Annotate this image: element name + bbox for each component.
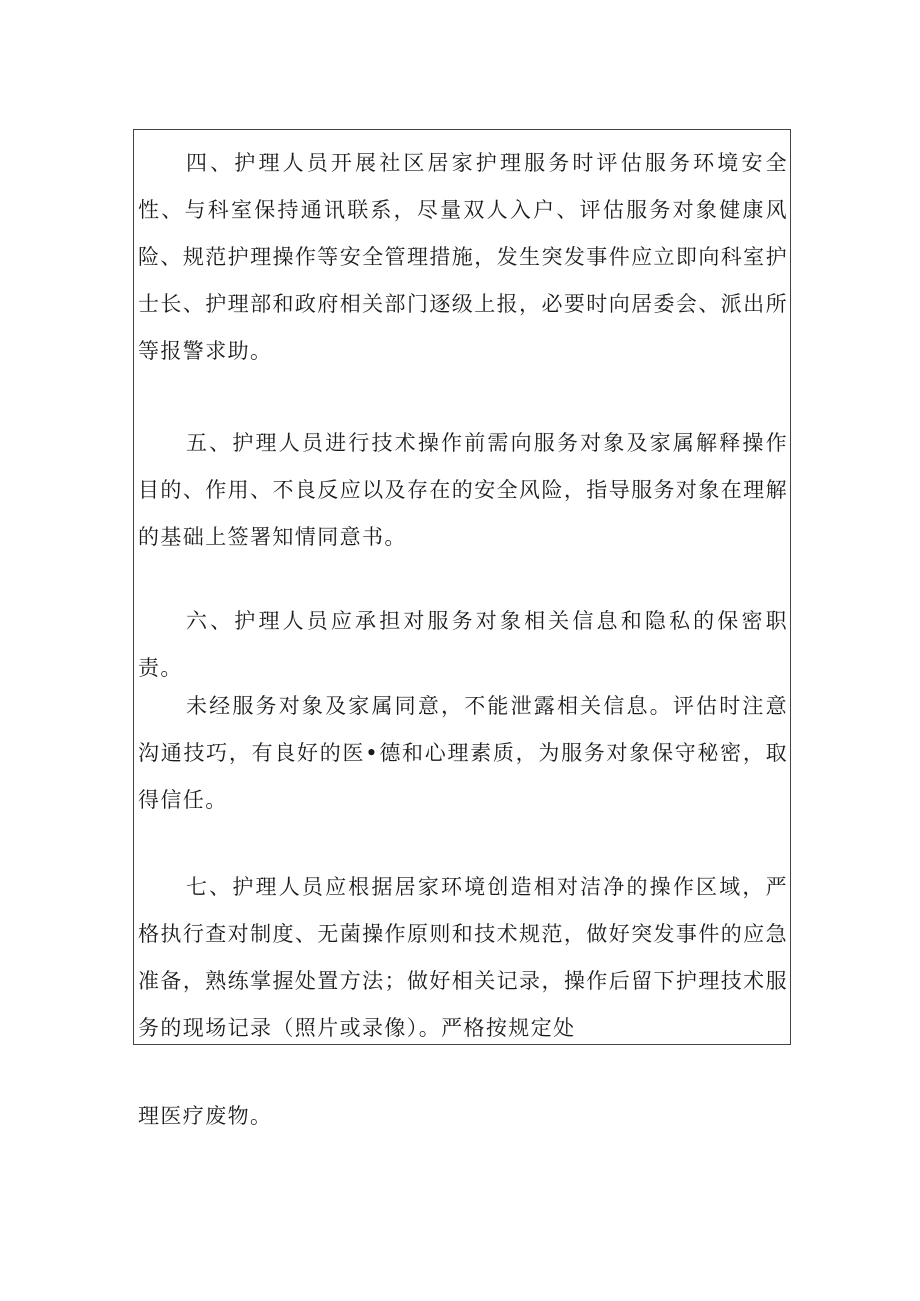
- paragraph-five: 五、护理人员进行技术操作前需向服务对象及家属解释操作目的、作用、不良反应以及存在的安全风险，指导服务对象在理解的基础上签署知情同意书。: [138, 431, 788, 549]
- paragraph-seven: 七、护理人员应根据居家环境创造相对洁净的操作区域，严格执行查对制度、无菌操作原则和技术规范，做好突发事件的应急准备，熟练掌握处置方法；做好相关记录，操作后留下护理技术服务的现场记录（照片或录像）。严格按规定处: [138, 875, 788, 1040]
- paragraph-six-continued: 未经服务对象及家属同意，不能泄露相关信息。评估时注意沟通技巧，有良好的医•德和心理素质，为服务对象保守秘密，取得信任。: [138, 694, 788, 812]
- paragraph-six: 六、护理人员应承担对服务对象相关信息和隐私的保密职责。: [138, 609, 788, 680]
- paragraph-seven-tail: 理医疗废物。: [138, 1104, 273, 1128]
- paragraph-four: 四、护理人员开展社区居家护理服务时评估服务环境安全性、与科室保持通讯联系，尽量双人入户、评估服务对象健康风险、规范护理操作等安全管理措施，发生突发事件应立即向科室护士长、护理部和政府相关部门逐级上报，必要时向居委会、派出所等报警求助。: [138, 151, 788, 363]
